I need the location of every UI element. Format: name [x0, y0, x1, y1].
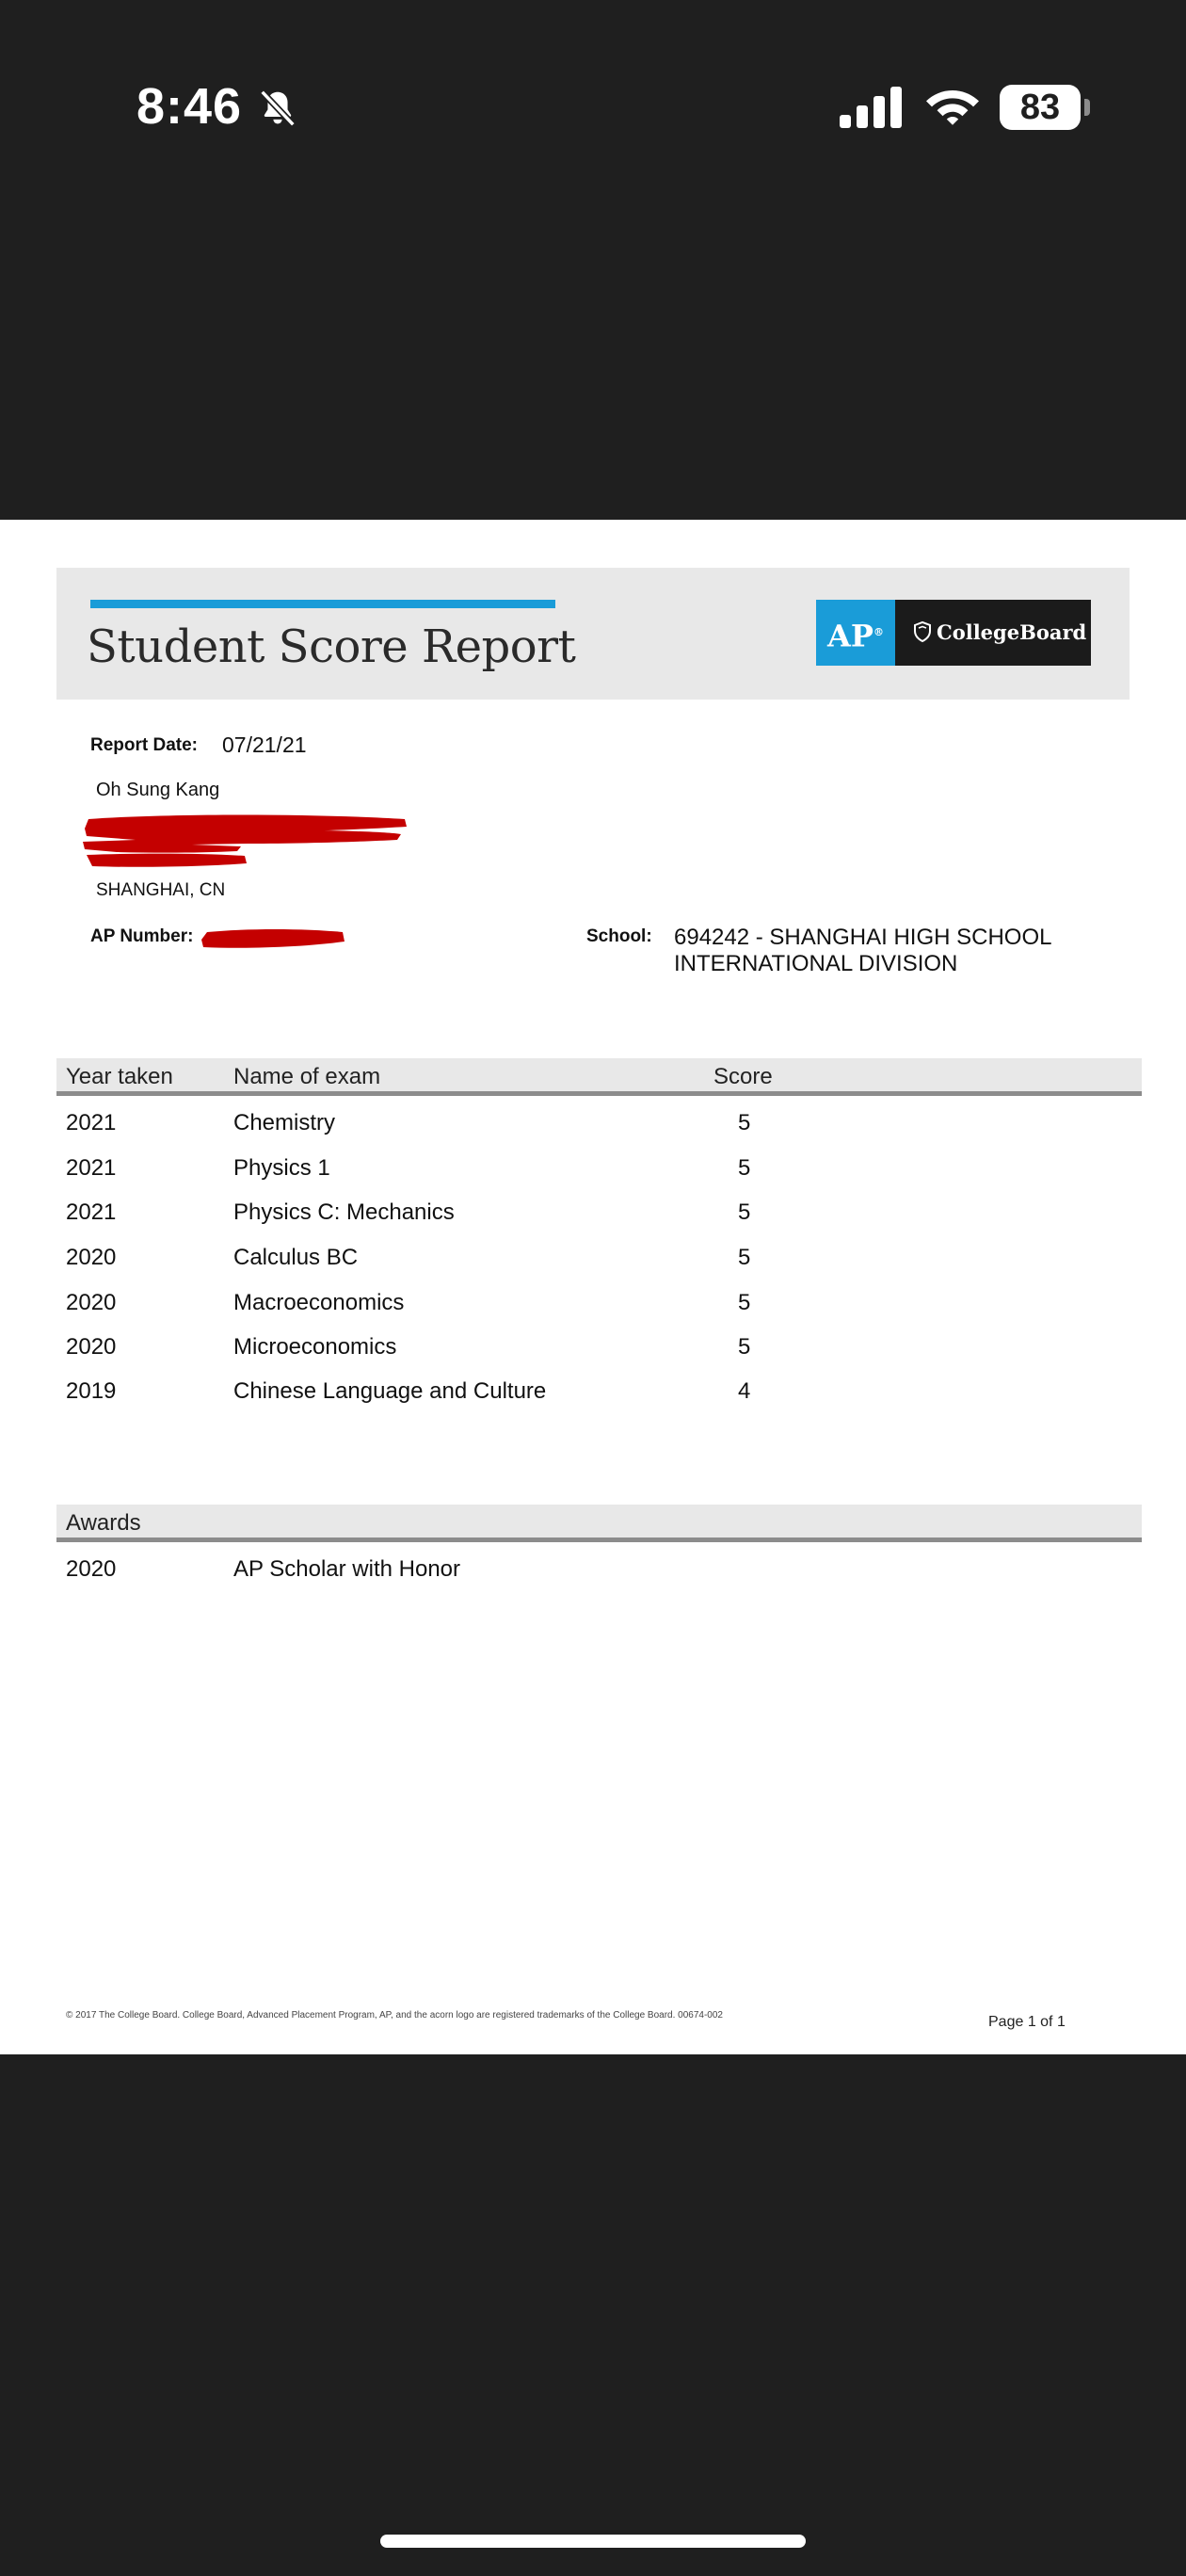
wifi-icon: [924, 83, 981, 128]
exam-score: 5: [738, 1199, 751, 1225]
exam-year: 2021: [66, 1110, 117, 1135]
cellular-signal-icon: [840, 87, 904, 128]
table-row: [66, 1378, 1101, 1422]
exam-name: Physics 1: [233, 1155, 330, 1181]
exam-score: 5: [738, 1290, 751, 1315]
exam-score: 5: [738, 1245, 751, 1270]
student-city: SHANGHAI, CN: [96, 880, 226, 900]
title-accent-rule: [90, 600, 555, 608]
redacted-ap-number: [200, 926, 348, 953]
exam-score: 4: [738, 1378, 751, 1404]
col-score: Score: [713, 1064, 773, 1089]
exam-year: 2019: [66, 1378, 117, 1404]
report-date-value: 07/21/21: [222, 733, 307, 757]
col-awards: Awards: [66, 1510, 141, 1536]
bell-slash-icon: [256, 87, 299, 130]
exams-table-header: [56, 1058, 1142, 1096]
exam-year: 2020: [66, 1245, 117, 1270]
ap-logo: [816, 600, 895, 666]
page-title: Student Score Report: [87, 620, 576, 673]
report-date-label: Report Date:: [90, 735, 199, 755]
awards-table-header: [56, 1505, 1142, 1542]
collegeboard-logo-text: CollegeBoard: [937, 620, 1087, 644]
exam-name: Chinese Language and Culture: [233, 1378, 547, 1404]
school-name-line1: 694242 - SHANGHAI HIGH SCHOOL: [674, 925, 1052, 950]
award-year: 2020: [66, 1556, 117, 1582]
exam-name: Chemistry: [233, 1110, 336, 1135]
exam-year: 2020: [66, 1290, 117, 1315]
exam-year: 2021: [66, 1155, 117, 1181]
ap-logo-text: AP: [827, 618, 873, 654]
report-header: [56, 568, 1130, 700]
col-year-taken: Year taken: [66, 1064, 173, 1089]
table-row: [66, 1155, 1101, 1199]
page-number: Page 1 of 1: [988, 2014, 1066, 2030]
award-name: AP Scholar with Honor: [233, 1556, 461, 1582]
school-label: School:: [586, 926, 652, 946]
exam-name: Physics C: Mechanics: [233, 1199, 455, 1225]
exam-score: 5: [738, 1110, 751, 1135]
battery-icon: [1000, 85, 1090, 130]
col-exam-name: Name of exam: [233, 1064, 381, 1089]
student-name: Oh Sung Kang: [96, 780, 220, 800]
exam-year: 2021: [66, 1199, 117, 1225]
exam-name: Macroeconomics: [233, 1290, 405, 1315]
battery-level: 83: [1019, 88, 1061, 127]
exam-name: Microeconomics: [233, 1334, 397, 1360]
ap-collegeboard-logo: [816, 600, 1091, 666]
school-name-line2: INTERNATIONAL DIVISION: [674, 951, 958, 976]
table-row: [66, 1290, 1101, 1333]
exam-year: 2020: [66, 1334, 117, 1360]
table-row: [66, 1110, 1101, 1153]
score-report-document: [0, 520, 1186, 2054]
table-row: [66, 1199, 1101, 1243]
status-bar: [0, 0, 1186, 217]
copyright-notice: © 2017 The College Board. College Board, Advanced Placement Program, AP, and the acorn logo are registered trademarks of the College Board. 00674-002: [66, 2010, 723, 2021]
acorn-icon: [912, 620, 933, 643]
exam-score: 5: [738, 1155, 751, 1181]
table-row: [66, 1245, 1101, 1288]
table-row: [66, 1334, 1101, 1377]
battery-nub: [1084, 99, 1090, 116]
table-row: [66, 1556, 1101, 1600]
clock-time: 8:46: [136, 78, 243, 135]
redacted-address: [79, 812, 418, 874]
collegeboard-logo: [895, 600, 1091, 666]
exam-score: 5: [738, 1334, 751, 1360]
ap-number-label: AP Number:: [90, 926, 194, 946]
home-indicator[interactable]: [380, 2535, 806, 2548]
registered-mark: ®: [873, 626, 884, 638]
exam-name: Calculus BC: [233, 1245, 359, 1270]
